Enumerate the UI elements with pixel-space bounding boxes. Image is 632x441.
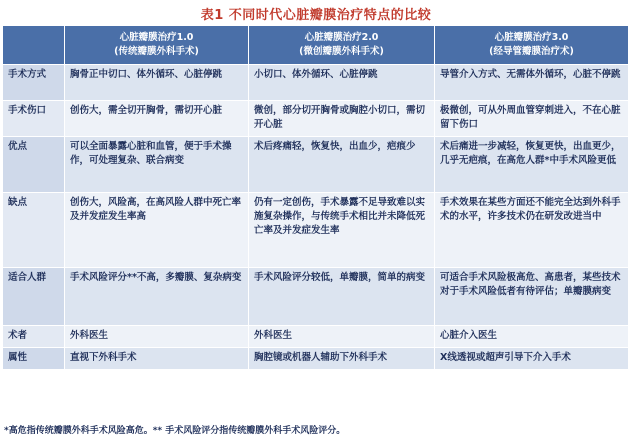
column-header-subtitle: (微创瓣膜外科手术) <box>299 46 384 57</box>
column-header-title: 心脏瓣膜治疗3.0 <box>494 32 569 43</box>
table-cell: 仍有一定创伤，手术暴露不足导致难以实施复杂操作，与传统手术相比并未降低死亡率及并发症发生率 <box>249 193 435 268</box>
table-cell: 术后疼痛轻，恢复快，出血少，疤痕少 <box>249 137 435 193</box>
table-cell: 术后痛进一步减轻，恢复更快，出血更少，几乎无疤痕，在高危人群*中手术风险更低 <box>435 137 629 193</box>
table-row <box>3 268 629 326</box>
table-cell: 微创，部分切开胸骨或胸腔小切口，需切开心脏 <box>249 101 435 137</box>
table-cell: 创伤大，风险高，在高风险人群中死亡率及并发症发生率高 <box>65 193 249 268</box>
table-title: 表1 不同时代心脏瓣膜治疗特点的比较 <box>200 8 432 23</box>
table-cell: 手术风险评分较低，单瓣膜，简单的病变 <box>249 268 435 326</box>
table-cell: 小切口、体外循环、心脏停跳 <box>249 65 435 101</box>
header-corner <box>3 26 65 65</box>
column-header-title: 心脏瓣膜治疗1.0 <box>119 32 194 43</box>
table-cell: 手术风险评分**不高，多瓣膜、复杂病变 <box>65 268 249 326</box>
row-label: 优点 <box>3 137 65 193</box>
table-cell: 导管介入方式、无需体外循环，心脏不停跳 <box>435 65 629 101</box>
table-row <box>3 326 629 348</box>
row-label: 手术方式 <box>3 65 65 101</box>
table-row <box>3 193 629 268</box>
column-header-3 <box>435 26 629 65</box>
table-cell: 胸骨正中切口、体外循环、心脏停跳 <box>65 65 249 101</box>
column-header-subtitle: (经导管瓣膜治疗术) <box>489 46 574 57</box>
table-cell: 可适合手术风险极高危、高患者，某些技术对于手术风险低者有待评估；单瓣膜病变 <box>435 268 629 326</box>
column-header-subtitle: (传统瓣膜外科手术) <box>114 46 199 57</box>
row-label: 术者 <box>3 326 65 348</box>
row-label: 缺点 <box>3 193 65 268</box>
table-body <box>3 65 629 370</box>
header-row <box>3 26 629 65</box>
table-footnote: *高危指传统瓣膜外科手术风险高危。** 手术风险评分指传统瓣膜外科手术风险评分。 <box>4 426 346 436</box>
table-cell: 胸腔镜或机器人辅助下外科手术 <box>249 348 435 370</box>
table-cell: 手术效果在某些方面还不能完全达到外科手术的水平，许多技术仍在研发改进当中 <box>435 193 629 268</box>
table-cell: 心脏介入医生 <box>435 326 629 348</box>
comparison-table <box>2 25 629 370</box>
table-cell: 外科医生 <box>65 326 249 348</box>
row-label: 属性 <box>3 348 65 370</box>
column-header-2 <box>249 26 435 65</box>
column-header-title: 心脏瓣膜治疗2.0 <box>304 32 379 43</box>
table-row <box>3 65 629 101</box>
table-row <box>3 137 629 193</box>
table-cell: 创伤大，需全切开胸骨，需切开心脏 <box>65 101 249 137</box>
table-cell: X线透视或超声引导下介入手术 <box>435 348 629 370</box>
table-row <box>3 101 629 137</box>
table-header <box>3 26 629 65</box>
row-label: 适合人群 <box>3 268 65 326</box>
table-cell: 外科医生 <box>249 326 435 348</box>
table-cell: 可以全面暴露心脏和血管，便于手术操作，可处理复杂、联合病变 <box>65 137 249 193</box>
table-row <box>3 348 629 370</box>
row-label: 手术伤口 <box>3 101 65 137</box>
table-cell: 极微创，可从外周血管穿刺进入，不在心脏留下伤口 <box>435 101 629 137</box>
table-cell: 直视下外科手术 <box>65 348 249 370</box>
column-header-1 <box>65 26 249 65</box>
